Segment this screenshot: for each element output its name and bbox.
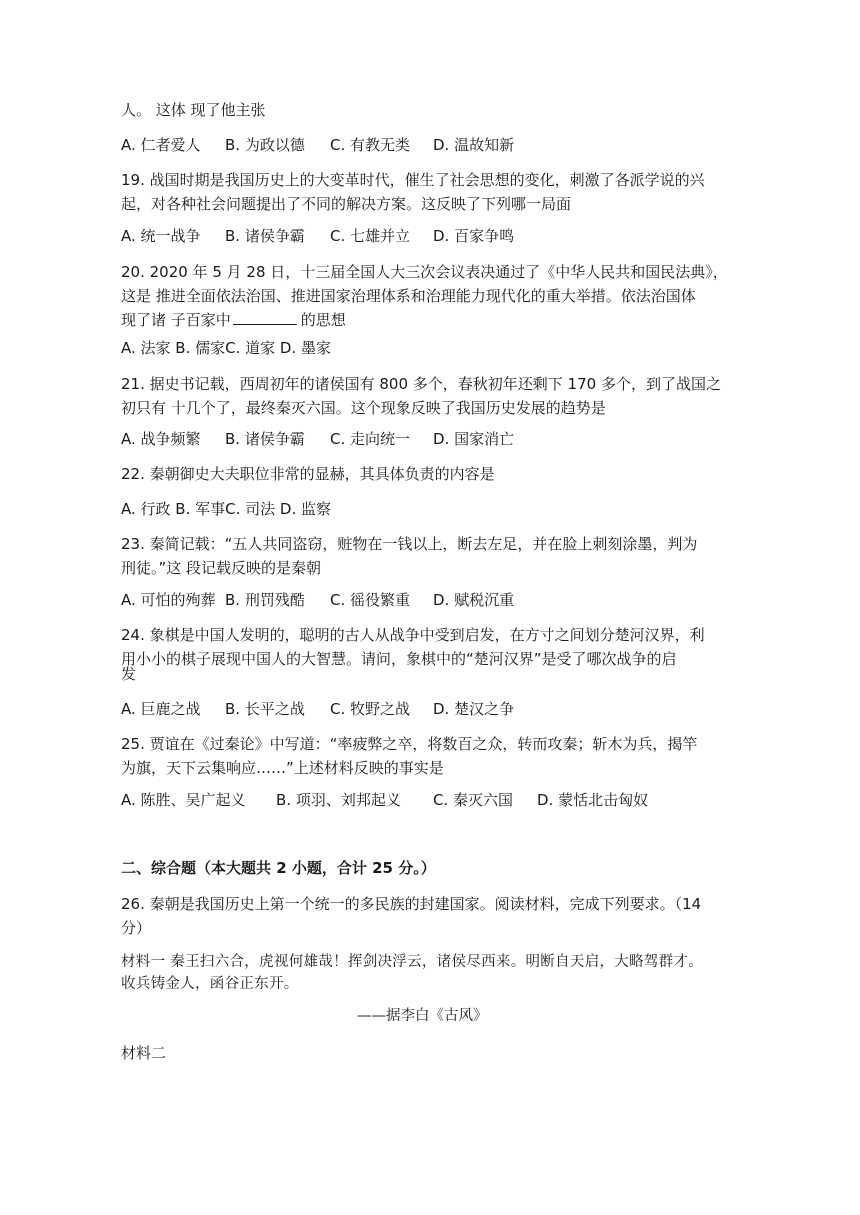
q23-option-c: C. 徭役繁重 — [330, 591, 411, 609]
q24-option-d: D. 楚汉之争 — [433, 700, 515, 718]
q24-option-c: C. 牧野之战 — [330, 700, 411, 718]
q21-option-b: B. 诸侯争霸 — [225, 430, 305, 448]
q23-option-b: B. 刑罚残酷 — [225, 591, 305, 609]
q26-stem-line1: 26. 秦朝是我国历史上第一个统一的多民族的封建国家。阅读材料，完成下列要求。（14 — [121, 895, 702, 913]
q21-option-d: D. 国家消亡 — [433, 430, 515, 448]
q20-line3-pre: 现了诸 子百家中 — [121, 311, 231, 329]
q26-stem-line2: 分） — [121, 919, 152, 937]
q20-stem-line1: 20. 2020 年 5 月 28 日，十三届全国人大三次会议表决通过了《中华人民共和国民法典》， — [121, 263, 728, 281]
material2-label: 材料二 — [121, 1044, 167, 1062]
q24-option-b: B. 长平之战 — [225, 700, 305, 718]
material1-line2: 收兵铸金人，函谷正东开。 — [121, 976, 299, 992]
q23-option-a: A. 可怕的殉葬 — [121, 591, 216, 609]
q19-stem-line2: 起，对各种社会问题提出了不同的解决方案。这反映了下列哪一局面 — [121, 195, 572, 213]
q25-option-c: C. 秦灭六国 — [433, 791, 514, 809]
q23-stem-line1: 23. 秦简记载：“五人共同盗窃，赃物在一钱以上，断去左足，并在脸上刺刻涂墨，判为 — [121, 535, 698, 553]
q25-stem-line2: 为旗，天下云集响应……”上述材料反映的事实是 — [121, 759, 444, 777]
q19-option-d: D. 百家争鸣 — [433, 227, 515, 245]
q21-stem-line2: 初只有 十几个了，最终秦灭六国。这个现象反映了我国历史发展的趋势是 — [121, 399, 606, 417]
q19-option-a: A. 统一战争 — [121, 227, 201, 245]
q25-stem-line1: 25. 贾谊在《过秦论》中写道：“率疲弊之卒，将数百之众，转而攻秦；斩木为兵，揭竿 — [121, 735, 698, 753]
q20-line3-post: 的思想 — [300, 311, 346, 329]
q19-stem-line1: 19. 战国时期是我国历史上的大变革时代，催生了社会思想的变化，刺激了各派学说的兴 — [121, 171, 705, 189]
q24-stem-line3: 发 — [121, 665, 137, 683]
section-heading: 二、综合题（本大题共 2 小题，合计 25 分。） — [121, 859, 436, 877]
material1-source: ——据李白《古风》 — [357, 1008, 488, 1024]
answer-blank — [233, 310, 297, 325]
q25-option-a: A. 陈胜、吴广起义 — [121, 791, 246, 809]
q19-option-c: C. 七雄并立 — [330, 227, 411, 245]
q21-option-c: C. 走向统一 — [330, 430, 411, 448]
q22-options: A. 行政 B. 军事C. 司法 D. 监察 — [121, 500, 331, 518]
q23-option-d: D. 赋税沉重 — [433, 591, 515, 609]
q18-option-a: A. 仁者爱人 — [121, 136, 201, 154]
q21-option-a: A. 战争频繁 — [121, 430, 201, 448]
q23-stem-line2: 刑徒。”这 段记载反映的是秦朝 — [121, 559, 322, 577]
q18-stem-tail: 人。 这体 现了他主张 — [121, 101, 266, 119]
q18-option-c: C. 有教无类 — [330, 136, 411, 154]
q25-option-d: D. 蒙恬北击匈奴 — [537, 791, 649, 809]
q20-options: A. 法家 B. 儒家C. 道家 D. 墨家 — [121, 339, 331, 357]
material1-line1: 材料一 秦王扫六合，虎视何雄哉！挥剑决浮云，诸侯尽西来。明断自天启，大略驾群才。 — [121, 954, 704, 970]
q18-option-b: B. 为政以德 — [225, 136, 305, 154]
q18-option-d: D. 温故知新 — [433, 136, 515, 154]
q24-stem-line1: 24. 象棋是中国人发明的，聪明的古人从战争中受到启发，在方寸之间划分楚河汉界，利 — [121, 626, 705, 644]
q21-stem-line1: 21. 据史书记载，西周初年的诸侯国有 800 多个，春秋初年还剩下 170 多个，到了战国之 — [121, 375, 721, 393]
q20-stem-line2: 这是 推进全面依法治国、推进国家治理体系和治理能力现代化的重大举措。依法治国体 — [121, 287, 696, 305]
q20-stem-line3 — [121, 310, 346, 330]
q24-stem-line2: 用小小的棋子展现中国人的大智慧。请问，象棋中的“楚河汉界”是受了哪次战争的启 — [121, 650, 677, 668]
q22-stem: 22. 秦朝御史大夫职位非常的显赫，其具体负责的内容是 — [121, 465, 495, 483]
q25-option-b: B. 项羽、刘邦起义 — [276, 791, 401, 809]
q24-option-a: A. 巨鹿之战 — [121, 700, 201, 718]
q19-option-b: B. 诸侯争霸 — [225, 227, 305, 245]
